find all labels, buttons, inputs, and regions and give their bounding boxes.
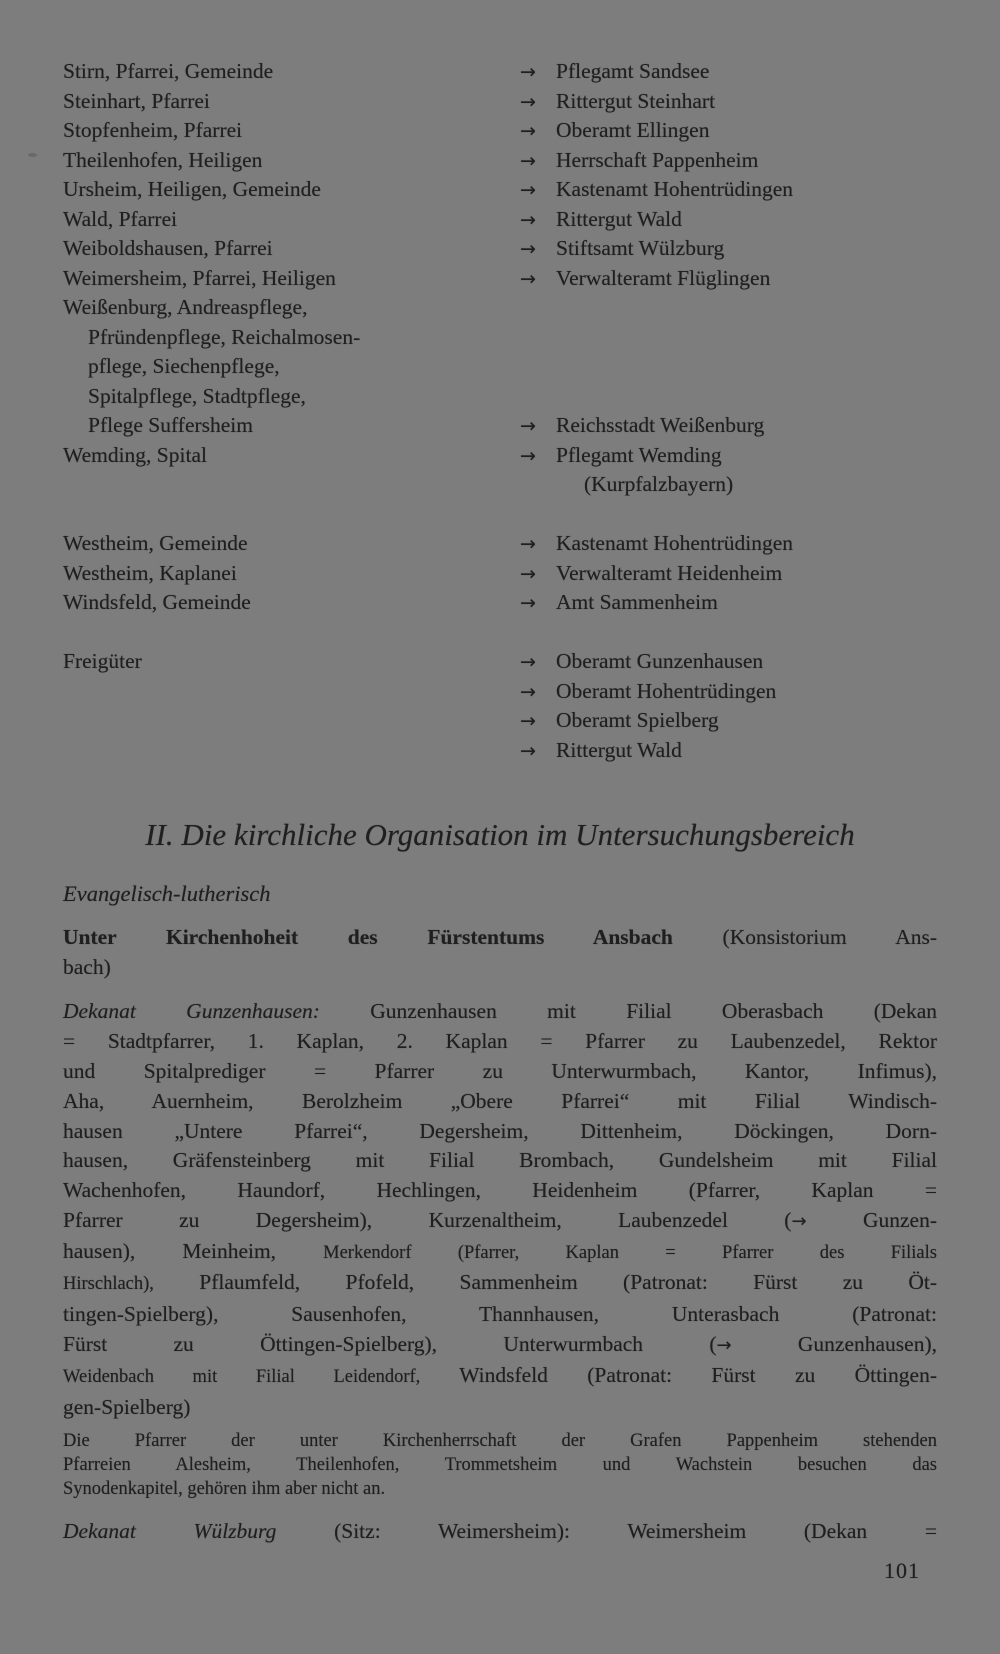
assignment-row [63, 234, 937, 264]
place-name: Weiboldshausen, Pfarrei [63, 236, 273, 260]
text-line [63, 1117, 937, 1147]
place-name: Wemding, Spital [63, 442, 207, 467]
assignment-row [63, 57, 937, 87]
text-segment: (Konsistorium Ans- [672, 924, 938, 949]
place-name: Theilenhofen, Heiligen [63, 147, 263, 172]
place-name: Weimersheim, Pfarrei, Heiligen [63, 265, 336, 290]
text-segment: bach) [63, 954, 111, 979]
assignment-row [63, 706, 937, 736]
text-line [63, 1393, 937, 1423]
text-segment: Windsfeld (Patronat: Fürst zu Öttingen- [420, 1362, 937, 1387]
text-segment: tingen-Spielberg), Sausenhofen, Thannhausen, Unterasbach (Patronat: [63, 1302, 937, 1327]
text-segment: Weidenbach mit Filial Leidendorf, [63, 1366, 421, 1387]
text-segment: Wachenhofen, Haundorf, Hechlingen, Heidenheim (Pfarrer, Kaplan = [63, 1178, 937, 1203]
arrow-icon: → [520, 710, 536, 732]
text-segment: Gunzen- [806, 1207, 937, 1232]
authority-name: Rittergut Steinhart [556, 88, 716, 113]
place-name: pflege, Siechenpflege, [88, 354, 280, 378]
text-segment: hausen), Meinheim, [63, 1238, 324, 1263]
authority-name: Herrschaft Pappenheim [556, 147, 759, 172]
paragraph-kirchenhoheit-ansbach [63, 923, 937, 983]
authority-name: Rittergut Wald [556, 737, 682, 762]
arrow-icon: → [520, 651, 536, 673]
authority-name: Rittergut Wald [556, 206, 682, 231]
place-name: Pfründenpflege, Reichalmosen- [88, 324, 361, 349]
text-line [63, 1430, 937, 1454]
assignment-row [63, 175, 937, 205]
text-line [63, 1478, 937, 1502]
arrow-icon: → [520, 444, 536, 467]
place-name: Westheim, Kaplanei [63, 560, 237, 585]
authority-name: (Kurpfalzbayern) [584, 472, 734, 496]
arrow-icon: → [520, 90, 536, 113]
arrow-icon: → [520, 680, 536, 703]
text-segment: Unter Kirchenhoheit des Fürstentums Ansbach [63, 924, 673, 949]
text-segment: Dekanat Gunzenhausen: [63, 999, 320, 1024]
assignment-row [63, 677, 937, 707]
arrow-icon: → [520, 61, 536, 83]
text-segment: Gunzenhausen mit Filial Oberasbach (Dekan [319, 999, 938, 1024]
assignment-row [63, 293, 937, 323]
authority-name: Stiftsamt Wülzburg [556, 236, 725, 260]
place-name: Stopfenheim, Pfarrei [63, 118, 243, 142]
arrow-icon: → [791, 1210, 807, 1232]
paragraph-pappenheim-note [63, 1430, 937, 1501]
assignment-row [63, 146, 937, 176]
text-segment: Die Pfarrer der unter Kirchenherrschaft der Grafen Pappenheim stehenden [63, 1431, 937, 1452]
arrow-icon: → [520, 739, 536, 762]
assignment-spacer [63, 500, 937, 530]
assignment-row [63, 559, 937, 589]
text-line [63, 1517, 937, 1547]
assignment-row [63, 529, 937, 559]
assignment-row [63, 382, 937, 412]
text-segment: Pflaumfeld, Pfofeld, Sammenheim (Patronat: Fürst zu Öt- [153, 1270, 937, 1295]
arrow-icon: → [520, 533, 536, 555]
place-name: Windsfeld, Gemeinde [63, 590, 251, 614]
assignment-row [63, 87, 937, 117]
assignment-row [63, 411, 937, 441]
assignment-row [63, 441, 937, 471]
text-segment: Fürst zu Öttingen-Spielberg), Unterwurmbach ( [63, 1332, 717, 1357]
assignment-row [63, 470, 937, 500]
paragraph-dekanat-wuelzburg [63, 1517, 937, 1547]
text-line [63, 1087, 937, 1117]
arrow-icon: → [520, 415, 536, 437]
place-name: Westheim, Gemeinde [63, 531, 248, 555]
authority-name: Oberamt Gunzenhausen [556, 649, 764, 673]
text-segment: (Sitz: Weimersheim): Weimersheim (Dekan = [276, 1518, 938, 1543]
text-line [63, 1361, 937, 1393]
text-line [63, 1300, 937, 1330]
text-line [63, 1176, 937, 1206]
text-segment: = Stadtpfarrer, 1. Kaplan, 2. Kaplan = Pfarrer zu Laubenzedel, Rektor [63, 1029, 937, 1054]
text-segment: Aha, Auernheim, Berolzheim „Obere Pfarrei“ mit Filial Windisch- [63, 1088, 937, 1113]
authority-name: Verwalteramt Flüglingen [556, 265, 771, 290]
text-segment: Synodenkapitel, gehören ihm aber nicht an. [63, 1479, 386, 1500]
arrow-icon: → [520, 179, 536, 201]
arrow-icon: → [520, 267, 536, 290]
authority-name: Pflegamt Wemding [556, 442, 722, 467]
text-line [63, 1268, 937, 1300]
text-segment: Dekanat Wülzburg [63, 1518, 277, 1543]
paragraph-dekanat-gunzenhausen [63, 997, 937, 1422]
text-segment: Pfarreien Alesheim, Theilenhofen, Trommetsheim und Wachstein besuchen das [63, 1455, 937, 1476]
authority-name: Pflegamt Sandsee [556, 59, 710, 83]
body-paragraphs [63, 923, 937, 1547]
authority-name: Oberamt Hohentrüdingen [556, 678, 777, 703]
text-line [63, 997, 937, 1027]
arrow-icon: → [520, 592, 536, 614]
assignment-row [63, 352, 937, 382]
place-name: Freigüter [63, 649, 142, 673]
text-line [63, 1330, 937, 1361]
text-line [63, 1057, 937, 1087]
page-number: 101 [884, 1558, 920, 1583]
authority-name: Kastenamt Hohentrüdingen [556, 177, 794, 201]
place-name: Spitalpflege, Stadtpflege, [88, 383, 306, 408]
authority-name: Oberamt Spielberg [556, 708, 719, 732]
authority-name: Reichsstadt Weißenburg [556, 413, 765, 437]
text-segment: Gunzenhausen), [731, 1332, 937, 1357]
scan-speck [28, 153, 37, 157]
arrow-icon: → [520, 208, 536, 231]
place-name: Weißenburg, Andreaspflege, [63, 295, 308, 319]
text-line [63, 1146, 937, 1176]
text-line [63, 923, 937, 953]
place-name: Wald, Pfarrei [63, 206, 178, 231]
place-name: Steinhart, Pfarrei [63, 88, 210, 113]
assignment-row [63, 588, 937, 618]
authority-name: Kastenamt Hohentrüdingen [556, 531, 794, 555]
place-name: Ursheim, Heiligen, Gemeinde [63, 177, 321, 201]
place-name: Stirn, Pfarrei, Gemeinde [63, 59, 274, 83]
text-segment: gen-Spielberg) [63, 1394, 191, 1419]
text-line [63, 1237, 937, 1269]
assignment-spacer [63, 618, 937, 648]
assignment-row [63, 116, 937, 146]
section-heading: II. Die kirchliche Organisation im Untersuchungsbereich [145, 817, 855, 852]
text-line [63, 953, 937, 983]
authority-name: Amt Sammenheim [556, 590, 718, 614]
text-segment: Hirschlach), [63, 1274, 154, 1295]
secular-assignment-list [63, 57, 937, 765]
place-name: Pflege Suffersheim [88, 413, 253, 437]
assignment-row [63, 736, 937, 766]
assignment-row [63, 264, 937, 294]
assignment-row [63, 323, 937, 353]
authority-name: Verwalteramt Heidenheim [556, 560, 783, 585]
text-segment: Pfarrer zu Degersheim), Kurzenaltheim, Laubenzedel ( [63, 1207, 792, 1232]
arrow-icon: → [520, 120, 536, 142]
text-segment: hausen „Untere Pfarrei“, Degersheim, Dittenheim, Döckingen, Dorn- [63, 1118, 937, 1143]
text-line [63, 1027, 937, 1057]
text-segment: Merkendorf (Pfarrer, Kaplan = Pfarrer des Filials [323, 1242, 937, 1263]
text-line [63, 1206, 937, 1237]
authority-name: Oberamt Ellingen [556, 118, 710, 142]
arrow-icon: → [520, 238, 536, 260]
arrow-icon: → [716, 1335, 732, 1357]
arrow-icon: → [520, 149, 536, 172]
arrow-icon: → [520, 562, 536, 585]
assignment-row [63, 647, 937, 677]
text-segment: hausen, Gräfensteinberg mit Filial Brombach, Gundelsheim mit Filial [63, 1148, 937, 1173]
text-segment: und Spitalprediger = Pfarrer zu Unterwurmbach, Kantor, Infimus), [63, 1058, 937, 1083]
text-line [63, 1454, 937, 1478]
subsection-heading: Evangelisch-lutherisch [63, 880, 271, 906]
assignment-row [63, 205, 937, 235]
